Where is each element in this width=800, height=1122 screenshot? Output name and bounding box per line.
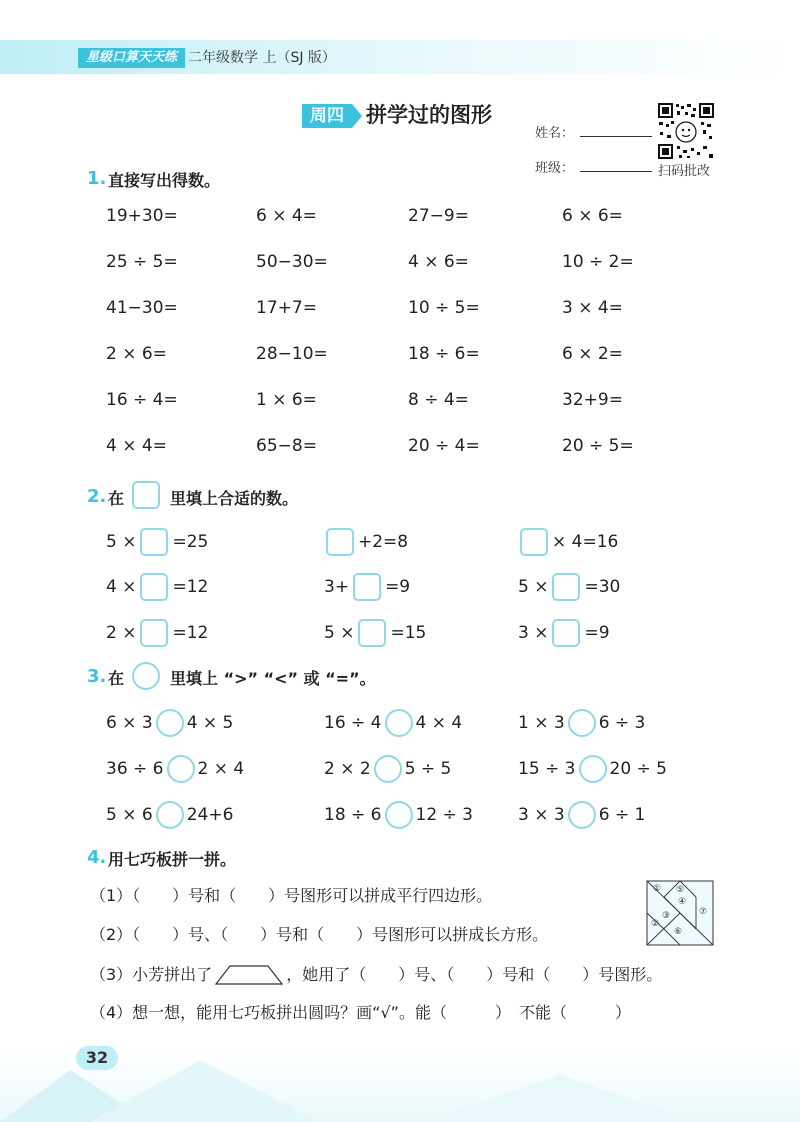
answer-box[interactable] — [140, 528, 168, 556]
footer-mountains-decoration — [0, 1040, 800, 1122]
calc-item: 6 × 6= — [562, 206, 623, 226]
tangram-label: ② — [650, 919, 660, 929]
compare-left: 15 ÷ 3 — [518, 759, 576, 779]
answer-box[interactable] — [520, 528, 548, 556]
fill-item — [324, 572, 410, 602]
answer-circle[interactable] — [156, 709, 184, 737]
tangram-label: ③ — [661, 911, 671, 921]
title-box-icon — [132, 481, 160, 509]
answer-box[interactable] — [353, 573, 381, 601]
q3-after: ，她用了（ ）号、（ ）号和（ ）号图形。 — [286, 965, 663, 984]
answer-box[interactable] — [140, 573, 168, 601]
compare-left: 36 ÷ 6 — [106, 759, 164, 779]
answer-circle[interactable] — [568, 709, 596, 737]
compare-right: 6 ÷ 3 — [598, 713, 646, 733]
compare-item — [324, 800, 473, 830]
compare-item — [106, 754, 244, 784]
section-3-title-after: 里填上 “>” “<” 或 “=”。 — [170, 669, 376, 688]
question-4-4: （4）想一想，能用七巧板拼出圆吗？画“√”。能（ ） 不能（ ） — [90, 1003, 631, 1022]
compare-right: 5 ÷ 5 — [404, 759, 452, 779]
calc-item: 19+30= — [106, 206, 178, 226]
day-badge-arrow — [352, 104, 362, 128]
fill-pre: 4 × — [106, 577, 137, 597]
fill-post: =15 — [390, 623, 427, 643]
compare-left: 6 × 3 — [106, 713, 153, 733]
section-4-number: 4. — [87, 847, 107, 868]
qr-code-icon[interactable] — [657, 102, 715, 160]
fill-item — [516, 527, 618, 557]
answer-box[interactable] — [326, 528, 354, 556]
calc-item: 1 × 6= — [256, 390, 317, 410]
calc-item: 50−30= — [256, 252, 328, 272]
calc-item: 28−10= — [256, 344, 328, 364]
series-tag: 星级口算天天练 — [78, 48, 185, 68]
section-3-title-before: 在 — [108, 669, 125, 688]
compare-right: 6 ÷ 1 — [598, 805, 646, 825]
calc-item: 10 ÷ 2= — [562, 252, 634, 272]
fill-post: =12 — [172, 623, 209, 643]
compare-right: 24+6 — [186, 805, 234, 825]
fill-item — [322, 527, 408, 557]
q3-before: （3）小芳拼出了 — [90, 965, 213, 984]
calc-item: 6 × 2= — [562, 344, 623, 364]
section-1-number: 1. — [87, 168, 107, 189]
calc-item: 17+7= — [256, 298, 317, 318]
lesson-title: 拼学过的图形 — [366, 103, 492, 127]
section-4-title: 用七巧板拼一拼。 — [108, 850, 237, 869]
calc-item: 4 × 6= — [408, 252, 469, 272]
calc-item: 4 × 4= — [106, 436, 167, 456]
compare-right: 20 ÷ 5 — [609, 759, 667, 779]
compare-left: 3 × 3 — [518, 805, 565, 825]
tangram-label: ④ — [677, 897, 687, 907]
compare-item — [324, 754, 451, 784]
section-2-title-before: 在 — [108, 489, 125, 508]
calc-item: 25 ÷ 5= — [106, 252, 178, 272]
fill-item — [518, 572, 620, 602]
calc-item: 27−9= — [408, 206, 469, 226]
fill-post: =25 — [172, 532, 209, 552]
compare-item — [106, 800, 233, 830]
calc-item: 20 ÷ 4= — [408, 436, 480, 456]
calc-item: 18 ÷ 6= — [408, 344, 480, 364]
compare-left: 1 × 3 — [518, 713, 565, 733]
compare-right: 4 × 5 — [186, 713, 234, 733]
trapezoid-icon — [214, 964, 284, 986]
calc-item: 2 × 6= — [106, 344, 167, 364]
question-4-1: （1）（ ）号和（ ）号图形可以拼成平行四边形。 — [90, 886, 493, 905]
calc-item: 20 ÷ 5= — [562, 436, 634, 456]
fill-item — [106, 618, 208, 648]
question-4-3 — [90, 962, 662, 988]
compare-right: 2 × 4 — [197, 759, 245, 779]
answer-box[interactable] — [552, 619, 580, 647]
section-2-number: 2. — [87, 486, 107, 507]
fill-pre: 3+ — [324, 577, 350, 597]
question-4-2: （2）（ ）号、（ ）号和（ ）号图形可以拼成长方形。 — [90, 925, 549, 944]
section-1-title: 直接写出得数。 — [108, 171, 221, 190]
compare-item — [518, 754, 667, 784]
answer-box[interactable] — [552, 573, 580, 601]
tangram-label: ⑤ — [675, 885, 685, 895]
compare-right: 4 × 4 — [415, 713, 463, 733]
compare-left: 18 ÷ 6 — [324, 805, 382, 825]
answer-box[interactable] — [140, 619, 168, 647]
tangram-label: ⑥ — [673, 927, 683, 937]
answer-circle[interactable] — [385, 709, 413, 737]
compare-right: 12 ÷ 3 — [415, 805, 473, 825]
fill-item — [518, 618, 610, 648]
calc-item: 8 ÷ 4= — [408, 390, 469, 410]
name-field[interactable] — [580, 136, 652, 137]
fill-item — [106, 527, 208, 557]
section-3-number: 3. — [87, 666, 107, 687]
qr-caption: 扫码批改 — [658, 164, 711, 179]
name-label: 姓名： — [535, 126, 575, 141]
compare-item — [518, 800, 645, 830]
fill-post: =30 — [584, 577, 621, 597]
class-field[interactable] — [580, 171, 652, 172]
tangram-label: ① — [652, 884, 662, 894]
calc-item: 10 ÷ 5= — [408, 298, 480, 318]
fill-item — [106, 572, 208, 602]
compare-item — [324, 708, 462, 738]
answer-circle[interactable] — [374, 755, 402, 783]
page-number: 32 — [76, 1046, 118, 1070]
calc-item: 65−8= — [256, 436, 317, 456]
day-badge: 周四 — [302, 104, 352, 128]
calc-item: 3 × 4= — [562, 298, 623, 318]
answer-circle[interactable] — [568, 801, 596, 829]
answer-circle[interactable] — [156, 801, 184, 829]
fill-pre: 5 × — [106, 532, 137, 552]
compare-left: 5 × 6 — [106, 805, 153, 825]
fill-item — [324, 618, 426, 648]
calc-item: 41−30= — [106, 298, 178, 318]
fill-post: =9 — [385, 577, 411, 597]
fill-post: +2=8 — [358, 532, 409, 552]
fill-pre: 2 × — [106, 623, 137, 643]
tangram-icon — [646, 880, 714, 946]
calc-item: 32+9= — [562, 390, 623, 410]
calc-item: 6 × 4= — [256, 206, 317, 226]
class-label: 班级： — [535, 161, 575, 176]
fill-post: =12 — [172, 577, 209, 597]
fill-pre: 5 × — [324, 623, 355, 643]
section-2-title-after: 里填上合适的数。 — [170, 489, 299, 508]
calc-item: 16 ÷ 4= — [106, 390, 178, 410]
compare-item — [106, 708, 233, 738]
fill-pre: 3 × — [518, 623, 549, 643]
title-circle-icon — [132, 662, 160, 690]
answer-circle[interactable] — [579, 755, 607, 783]
tangram-label: ⑦ — [698, 907, 708, 917]
compare-item — [518, 708, 645, 738]
answer-circle[interactable] — [385, 801, 413, 829]
fill-post: =9 — [584, 623, 610, 643]
answer-circle[interactable] — [167, 755, 195, 783]
header-subtitle: 二年级数学 上（SJ 版） — [188, 50, 336, 66]
fill-post: × 4=16 — [552, 532, 619, 552]
answer-box[interactable] — [358, 619, 386, 647]
compare-left: 16 ÷ 4 — [324, 713, 382, 733]
compare-left: 2 × 2 — [324, 759, 371, 779]
fill-pre: 5 × — [518, 577, 549, 597]
